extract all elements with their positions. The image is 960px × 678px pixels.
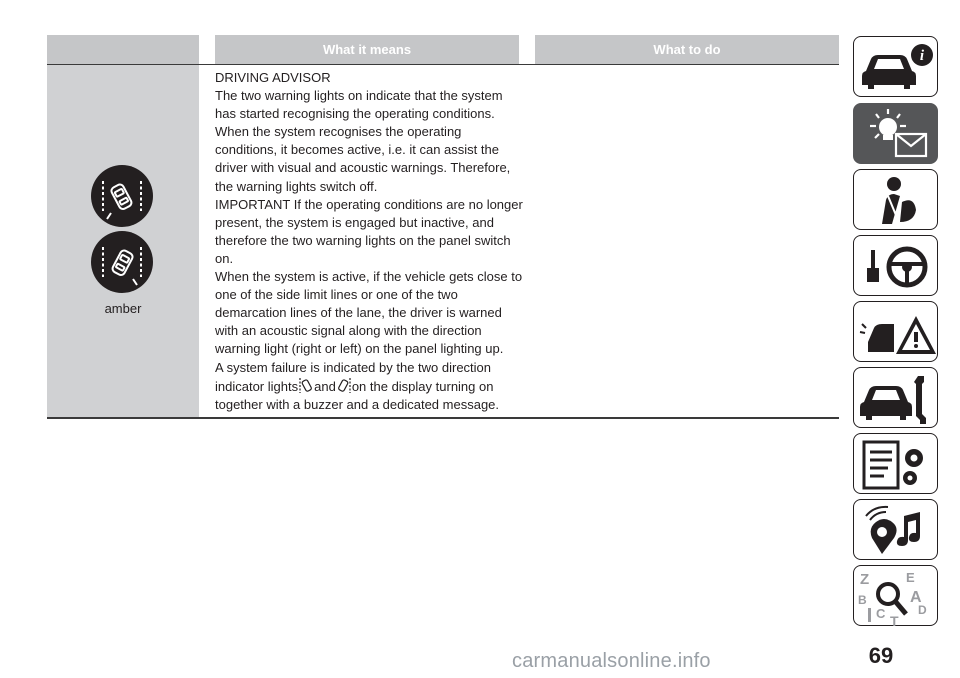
table-bottom-rule bbox=[47, 417, 839, 419]
header-blank-cell bbox=[47, 35, 199, 64]
car-icon bbox=[862, 55, 916, 89]
description-paragraph: The two warning lights on indicate that the system has started recognising the operating conditions. bbox=[215, 88, 503, 122]
description-paragraph: When the system recognises the operating conditions, it becomes active, i.e. it can assist the driver with visual and acoustic warnings. Therefore, the warning lights switch off. bbox=[215, 124, 511, 194]
car-info-tab[interactable] bbox=[853, 36, 938, 97]
index-letter: C bbox=[876, 606, 886, 621]
important-paragraph: IMPORTANT If the operating conditions are no longer present, the system is engaged but inactive, and therefore the two warning lights on the panel switch on. bbox=[215, 196, 523, 266]
lane-right-inline-icon bbox=[336, 377, 352, 394]
failure-text-and: and bbox=[314, 378, 336, 394]
emergency-tab[interactable] bbox=[853, 301, 938, 362]
watermark-text: carmanualsonline.info bbox=[512, 650, 711, 672]
indicator-color-label: amber bbox=[104, 301, 142, 316]
page-number: 69 bbox=[868, 643, 894, 668]
svg-text:i: i bbox=[919, 48, 925, 64]
failure-paragraph bbox=[215, 359, 525, 414]
header-what-to-do: What to do bbox=[535, 35, 839, 64]
index-letter: B bbox=[858, 593, 867, 607]
what-it-means-cell bbox=[215, 69, 525, 414]
lane-left-inline-icon bbox=[298, 377, 314, 394]
index-letter: T bbox=[890, 613, 899, 627]
index-letter: Z bbox=[860, 571, 870, 588]
technical-data-tab[interactable] bbox=[853, 433, 938, 494]
table-header-row bbox=[47, 35, 839, 65]
index-letter: D bbox=[918, 603, 927, 617]
lane-departure-left-icon bbox=[91, 165, 153, 227]
driving-tab[interactable] bbox=[853, 235, 938, 296]
lane-departure-right-icon bbox=[91, 231, 153, 293]
description-paragraph: When the system is active, if the vehicle gets close to one of the side limit lines or one of the two demarcation lines of the lane, the driver is warned with an acoustic signal along with the direction warning light (right or left) on the panel lighting up. bbox=[215, 269, 523, 357]
warning-light-cell bbox=[47, 65, 199, 417]
header-what-it-means: What it means bbox=[215, 35, 519, 64]
index-letter: E bbox=[906, 570, 915, 585]
failure-text-b: on the display turning on together with a buzzer and a dedicated message. bbox=[215, 378, 500, 412]
multimedia-tab[interactable] bbox=[853, 499, 938, 560]
safety-tab[interactable] bbox=[853, 169, 938, 230]
maintenance-tab[interactable] bbox=[853, 367, 938, 428]
section-title: DRIVING ADVISOR bbox=[215, 70, 331, 85]
failure-text-a: A system failure is indicated by the two direction indicator lights bbox=[215, 359, 492, 394]
index-tab[interactable] bbox=[853, 565, 938, 626]
warning-lights-tab[interactable] bbox=[853, 103, 938, 164]
index-letter: A bbox=[910, 589, 922, 606]
